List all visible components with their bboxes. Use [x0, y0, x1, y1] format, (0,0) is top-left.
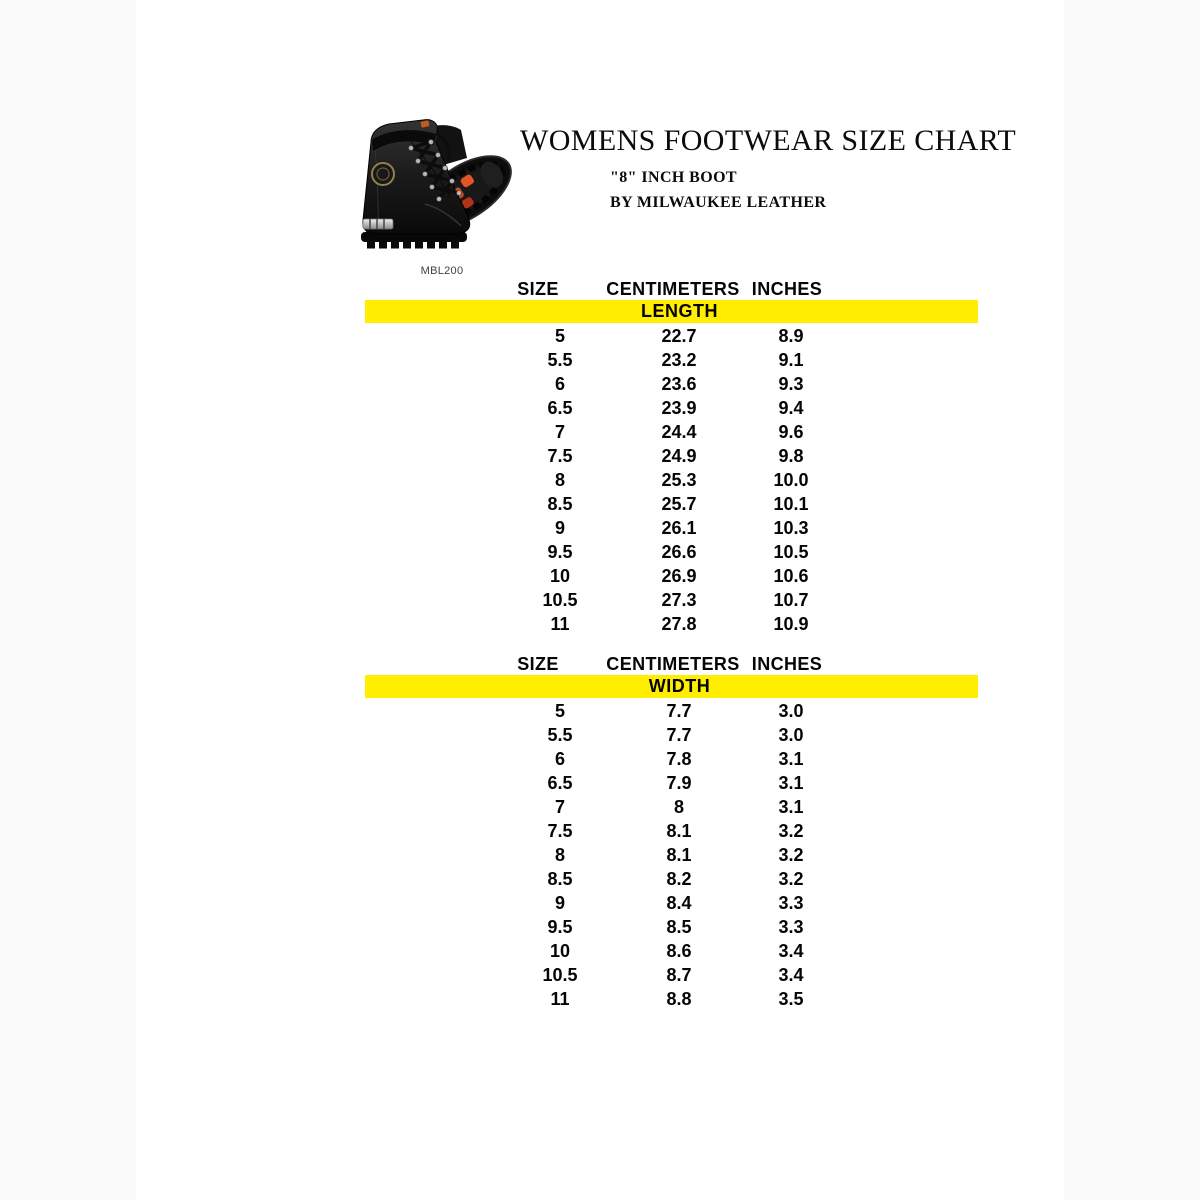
length-section-banner — [365, 300, 978, 323]
inches-cell: 3.2 — [778, 821, 804, 841]
column-header-centimeters: CENTIMETERS — [606, 654, 740, 674]
width-table-body — [365, 699, 978, 1011]
inches-cell: 8.9 — [778, 326, 804, 346]
size-cell: 9 — [554, 893, 566, 913]
size-cell: 9.5 — [547, 917, 573, 937]
length-table-header-row — [365, 279, 978, 300]
inches-cell: 3.1 — [778, 797, 804, 817]
table-row — [365, 468, 978, 492]
table-row — [365, 540, 978, 564]
inches-cell: 3.0 — [778, 701, 804, 721]
table-row — [365, 588, 978, 612]
size-cell: 7 — [554, 797, 566, 817]
column-header-size: SIZE — [517, 654, 559, 674]
size-cell: 6.5 — [547, 398, 573, 418]
table-row — [365, 819, 978, 843]
centimeters-cell: 7.7 — [666, 701, 692, 721]
size-cell: 5 — [554, 326, 566, 346]
boot-product-image — [349, 106, 515, 262]
centimeters-cell: 8.4 — [666, 893, 692, 913]
inches-cell: 3.3 — [778, 917, 804, 937]
column-header-inches: INCHES — [751, 654, 823, 674]
size-cell: 8 — [554, 845, 566, 865]
inches-cell: 3.5 — [778, 989, 804, 1009]
size-cell: 5.5 — [547, 350, 573, 370]
inches-cell: 3.2 — [778, 845, 804, 865]
inches-cell: 9.8 — [778, 446, 804, 466]
inches-cell: 3.3 — [778, 893, 804, 913]
subtitle-boot-type: "8" INCH BOOT — [610, 169, 737, 186]
centimeters-cell: 24.9 — [661, 446, 697, 466]
inches-cell: 10.1 — [773, 494, 809, 514]
size-cell: 6 — [554, 749, 566, 769]
table-row — [365, 699, 978, 723]
centimeters-cell: 22.7 — [661, 326, 697, 346]
size-cell: 10 — [549, 566, 571, 586]
size-cell: 6 — [554, 374, 566, 394]
table-row — [365, 771, 978, 795]
table-row — [365, 963, 978, 987]
table-row — [365, 564, 978, 588]
table-row — [365, 348, 978, 372]
brand-emblem — [372, 163, 394, 185]
table-row — [365, 915, 978, 939]
centimeters-cell: 23.9 — [661, 398, 697, 418]
table-row — [365, 843, 978, 867]
centimeters-cell: 23.2 — [661, 350, 697, 370]
width-table-header-row — [365, 654, 978, 675]
table-row — [365, 723, 978, 747]
centimeters-cell: 8.1 — [666, 821, 692, 841]
inches-cell: 3.2 — [778, 869, 804, 889]
subtitle-brand: BY MILWAUKEE LEATHER — [610, 194, 827, 211]
centimeters-cell: 8.8 — [666, 989, 692, 1009]
inches-cell: 9.6 — [778, 422, 804, 442]
inches-cell: 3.1 — [778, 749, 804, 769]
centimeters-cell: 25.3 — [661, 470, 697, 490]
length-table — [365, 279, 978, 636]
table-row — [365, 444, 978, 468]
size-cell: 11 — [550, 989, 570, 1009]
inches-cell: 10.6 — [773, 566, 809, 586]
inches-cell: 3.4 — [778, 941, 804, 961]
centimeters-cell: 25.7 — [661, 494, 697, 514]
centimeters-cell: 26.6 — [661, 542, 697, 562]
centimeters-cell: 26.1 — [661, 518, 697, 538]
column-header-inches: INCHES — [751, 279, 823, 299]
table-row — [365, 987, 978, 1011]
boot-illustration — [349, 106, 515, 262]
inches-cell: 10.7 — [773, 590, 809, 610]
size-cell: 10 — [549, 941, 571, 961]
table-row — [365, 492, 978, 516]
centimeters-cell: 8 — [673, 797, 685, 817]
inches-cell: 3.4 — [778, 965, 804, 985]
size-cell: 9.5 — [547, 542, 573, 562]
table-row — [365, 324, 978, 348]
inches-cell: 9.3 — [778, 374, 804, 394]
size-cell: 7.5 — [547, 821, 573, 841]
length-section-label: LENGTH — [641, 301, 718, 321]
centimeters-cell: 7.8 — [666, 749, 692, 769]
size-cell: 7 — [554, 422, 566, 442]
size-cell: 8.5 — [547, 869, 573, 889]
size-cell: 5.5 — [547, 725, 573, 745]
table-row — [365, 612, 978, 636]
centimeters-cell: 8.5 — [666, 917, 692, 937]
table-row — [365, 372, 978, 396]
size-cell: 11 — [550, 614, 570, 634]
centimeters-cell: 8.7 — [666, 965, 692, 985]
page-title: WOMENS FOOTWEAR SIZE CHART — [520, 124, 1017, 157]
size-cell: 5 — [554, 701, 566, 721]
inches-cell: 10.3 — [773, 518, 809, 538]
size-cell: 7.5 — [547, 446, 573, 466]
size-cell: 8.5 — [547, 494, 573, 514]
length-table-body — [365, 324, 978, 636]
centimeters-cell: 7.7 — [666, 725, 692, 745]
table-row — [365, 747, 978, 771]
centimeters-cell: 26.9 — [661, 566, 697, 586]
inches-cell: 9.4 — [778, 398, 804, 418]
centimeters-cell: 24.4 — [661, 422, 697, 442]
inches-cell: 10.9 — [773, 614, 809, 634]
inches-cell: 3.1 — [778, 773, 804, 793]
column-header-size: SIZE — [517, 279, 559, 299]
inches-cell: 3.0 — [778, 725, 804, 745]
table-row — [365, 516, 978, 540]
table-row — [365, 891, 978, 915]
width-section-label: WIDTH — [648, 676, 711, 696]
column-header-centimeters: CENTIMETERS — [606, 279, 740, 299]
inches-cell: 9.1 — [778, 350, 804, 370]
centimeters-cell: 7.9 — [666, 773, 692, 793]
table-row — [365, 867, 978, 891]
centimeters-cell: 8.1 — [666, 845, 692, 865]
heel-metal-plate — [363, 219, 393, 229]
size-cell: 10.5 — [542, 965, 578, 985]
table-row — [365, 396, 978, 420]
size-cell: 8 — [554, 470, 566, 490]
inches-cell: 10.5 — [773, 542, 809, 562]
width-table — [365, 654, 978, 1011]
centimeters-cell: 23.6 — [661, 374, 697, 394]
width-section-banner — [365, 675, 978, 698]
size-cell: 10.5 — [542, 590, 578, 610]
size-cell: 6.5 — [547, 773, 573, 793]
size-cell: 9 — [554, 518, 566, 538]
centimeters-cell: 8.6 — [666, 941, 692, 961]
table-row — [365, 795, 978, 819]
table-row — [365, 420, 978, 444]
centimeters-cell: 8.2 — [666, 869, 692, 889]
product-code-label: MBL200 — [420, 265, 464, 277]
centimeters-cell: 27.3 — [661, 590, 697, 610]
inches-cell: 10.0 — [773, 470, 809, 490]
centimeters-cell: 27.8 — [661, 614, 697, 634]
table-row — [365, 939, 978, 963]
